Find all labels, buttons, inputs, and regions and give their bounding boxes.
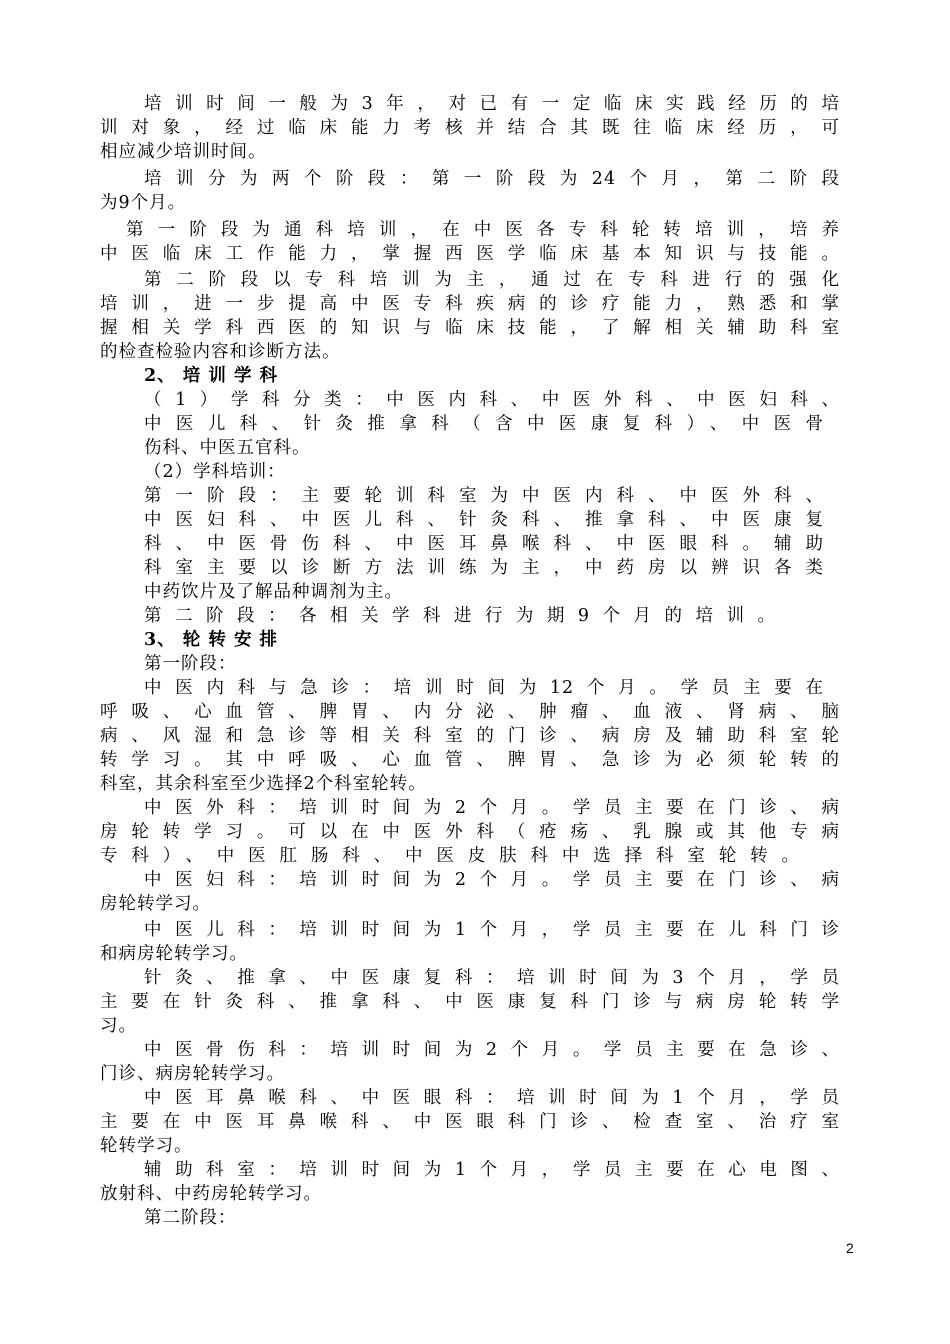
text-line: 为9个月。 (100, 193, 187, 213)
text-line: 和病房轮转学习。 (100, 944, 248, 964)
text-line: （1）学科分类：中医内科、中医外科、中医妇科、 (144, 390, 840, 410)
text-line: 训对象，经过临床能力考核并结合其既往临床经历，可 (100, 118, 840, 138)
text-line: 呼吸、心血管、脾胃、内分泌、肿瘤、血液、肾病、脑 (100, 702, 840, 722)
text-line: 转学习。其中呼吸、心血管、脾胃、急诊为必须轮转的 (100, 750, 840, 770)
text-line: 第一阶段为通科培训，在中医各专科轮转培训，培养 (126, 220, 840, 240)
text-line: 病、风湿和急诊等相关科室的门诊、病房及辅助科室轮 (100, 726, 840, 746)
text-line: 中医骨伤科：培训时间为2个月。学员主要在急诊、 (144, 1040, 840, 1060)
text-line: 科室，其余科室至少选择2个科室轮转。 (100, 774, 427, 794)
text-line: 中医妇科：培训时间为2个月。学员主要在门诊、病 (144, 870, 840, 890)
section-heading: 3、 轮 转 安 排 (144, 630, 279, 650)
text-line: 科室主要以诊断方法训练为主，中药房以辨识各类 (144, 558, 824, 578)
text-line: 主要在针灸科、推拿科、中医康复科门诊与病房轮转学 (100, 992, 840, 1012)
text-line: 第一阶段： (144, 654, 237, 674)
text-line: 伤科、中医五官科。 (144, 438, 311, 458)
text-line: 中医内科与急诊：培训时间为12个月。学员主要在 (144, 678, 824, 698)
text-line: 辅助科室：培训时间为1个月，学员主要在心电图、 (144, 1160, 840, 1180)
text-line: 针灸、推拿、中医康复科：培训时间为3个月，学员 (144, 968, 840, 988)
text-line: 放射科、中药房轮转学习。 (100, 1184, 322, 1204)
text-line: 第二阶段以专科培训为主，通过在专科进行的强化 (144, 270, 840, 290)
text-line: 房轮转学习。 (100, 894, 211, 914)
text-line: 第二阶段：各相关学科进行为期9个月的培训。 (144, 606, 776, 626)
text-line: 培训时间一般为3年，对已有一定临床实践经历的培 (144, 94, 840, 114)
text-line: 中医妇科、中医儿科、针灸科、推拿科、中医康复 (144, 510, 824, 530)
page-number: 2 (846, 1240, 854, 1256)
text-line: 门诊、病房轮转学习。 (100, 1064, 285, 1084)
text-line: 的检查检验内容和诊断方法。 (100, 342, 341, 362)
text-line: 中医儿科：培训时间为1个月，学员主要在儿科门诊 (144, 920, 840, 940)
section-heading: 2、 培 训 学 科 (144, 366, 279, 386)
text-line: 房轮转学习。可以在中医外科（疮疡、乳腺或其他专病 (100, 822, 840, 842)
text-line: 轮转学习。 (100, 1136, 193, 1156)
text-line: 中医外科：培训时间为2个月。学员主要在门诊、病 (144, 798, 840, 818)
text-line: 第二阶段： (144, 1208, 237, 1228)
text-line: （2）学科培训： (144, 462, 286, 482)
text-line: 相应减少培训时间。 (100, 142, 267, 162)
text-line: 中药饮片及了解品种调剂为主。 (144, 582, 403, 602)
text-line: 第一阶段：主要轮训科室为中医内科、中医外科、 (144, 486, 824, 506)
text-line: 握相关学科西医的知识与临床技能，了解相关辅助科室 (100, 318, 840, 338)
text-line: 主要在中医耳鼻喉科、中医眼科门诊、检查室、治疗室 (100, 1112, 840, 1132)
text-line: 科、中医骨伤科、中医耳鼻喉科、中医眼科。辅助 (144, 534, 824, 554)
text-line: 培训，进一步提高中医专科疾病的诊疗能力，熟悉和掌 (100, 294, 840, 314)
text-line: 专科）、中医肛肠科、中医皮肤科中选择科室轮转。 (100, 846, 800, 866)
text-line: 中医耳鼻喉科、中医眼科：培训时间为1个月，学员 (144, 1088, 840, 1108)
text-line: 习。 (100, 1016, 137, 1036)
text-line: 中医儿科、针灸推拿科（含中医康复科）、中医骨 (144, 414, 824, 434)
text-line: 中医临床工作能力，掌握西医学临床基本知识与技能。 (100, 244, 840, 264)
text-line: 培训分为两个阶段：第一阶段为24个月，第二阶段 (144, 169, 840, 189)
